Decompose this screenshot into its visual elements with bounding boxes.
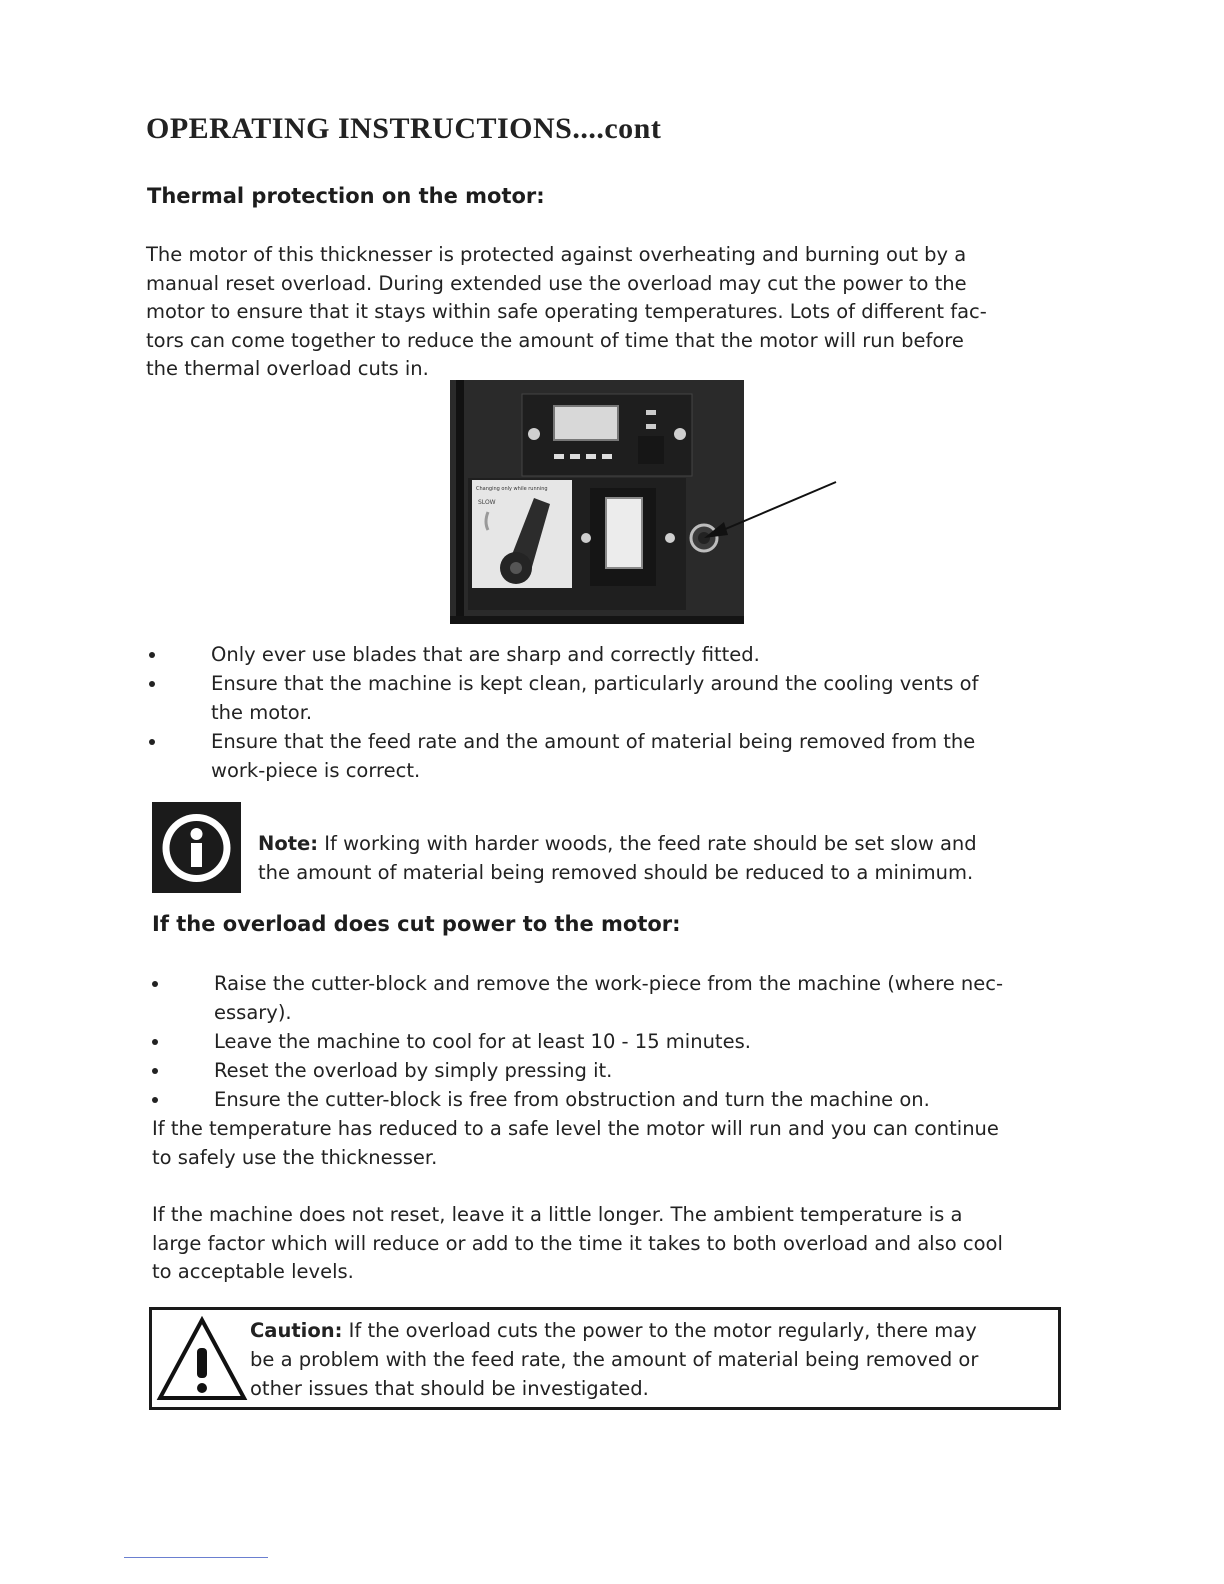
- list-item: Ensure the cutter-block is free from obstruction and turn the machine on.: [148, 1085, 1068, 1114]
- panel-label: Changing only while running: [476, 486, 548, 492]
- continue-paragraph: If the temperature has reduced to a safe level the motor will run and you can continue to safely use the thicknesser.: [152, 1117, 999, 1169]
- speed-label: SLOW: [478, 499, 496, 506]
- section-heading-overload: If the overload does cut power to the motor:: [152, 912, 681, 936]
- overload-steps-list: [148, 969, 1068, 1114]
- caution-label: Caution:: [250, 1319, 343, 1342]
- list-item: Leave the machine to cool for at least 10 - 15 minutes.: [148, 1027, 1068, 1056]
- info-icon: [152, 802, 241, 893]
- text-line: tors can come together to reduce the amount of time that the motor will run before: [146, 328, 964, 352]
- reset-button-arrow: [690, 475, 850, 555]
- note-label: Note:: [258, 832, 319, 855]
- caution-text: Caution: If the overload cuts the power to the motor regularly, there may be a problem with the feed rate, the amount of material being removed or other issues that should be investigated.: [250, 1319, 979, 1400]
- text-line: manual reset overload. During extended use the overload may cut the power to the: [146, 271, 967, 295]
- section-heading-thermal-protection: Thermal protection on the motor:: [147, 184, 545, 208]
- list-item: Only ever use blades that are sharp and correctly fitted.: [145, 640, 1065, 669]
- text-line: The motor of this thicknesser is protected against overheating and burning out by a: [146, 243, 967, 266]
- tips-list: [145, 640, 1065, 785]
- bullet-dot: [149, 739, 155, 745]
- bullet-dot: [149, 681, 155, 687]
- text-line: motor to ensure that it stays within safe operating temperatures. Lots of different fac-: [146, 300, 987, 323]
- intro-paragraph: [146, 241, 987, 384]
- page-title: OPERATING INSTRUCTIONS....cont: [146, 112, 662, 145]
- list-item: Ensure that the feed rate and the amount of material being removed from the work-piece is correct.: [145, 727, 1065, 785]
- footer-divider: [124, 1557, 268, 1558]
- bullet-dot: [149, 652, 155, 658]
- bullet-dot: [152, 1039, 158, 1045]
- text-line: the thermal overload cuts in.: [146, 357, 429, 380]
- bullet-dot: [152, 981, 158, 987]
- reset-paragraph: If the machine does not reset, leave it a little longer. The ambient temperature is a large factor which will reduce or add to the time it takes to both overload and also cool to acceptable levels.: [152, 1203, 1003, 1283]
- list-item: Reset the overload by simply pressing it.: [148, 1056, 1068, 1085]
- note-text: Note: If working with harder woods, the feed rate should be set slow and the amount of material being removed should be reduced to a minimum.: [258, 832, 977, 884]
- warning-icon: [156, 1316, 248, 1402]
- list-item: Raise the cutter-block and remove the work-piece from the machine (where nec- essary).: [148, 969, 1068, 1027]
- bullet-dot: [152, 1097, 158, 1103]
- bullet-dot: [152, 1068, 158, 1074]
- list-item: Ensure that the machine is kept clean, particularly around the cooling vents of the motor.: [145, 669, 1065, 727]
